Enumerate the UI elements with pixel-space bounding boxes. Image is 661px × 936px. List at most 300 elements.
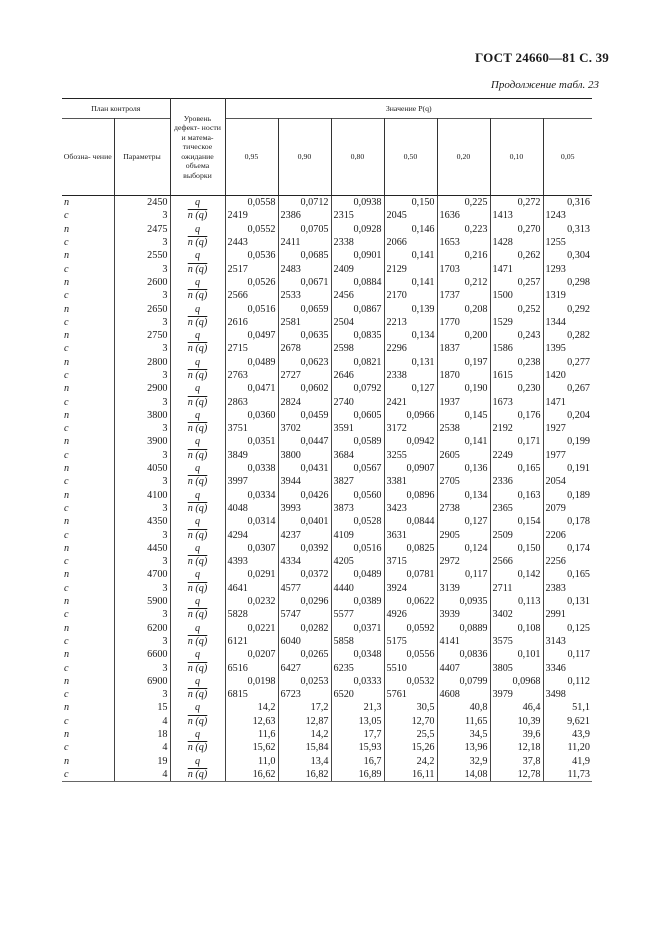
designation-cell: n	[62, 648, 114, 661]
level-cell	[170, 555, 225, 568]
value-cell: 13,05	[331, 715, 384, 728]
table-row	[62, 329, 592, 342]
designation-header: Обозна- чение	[62, 119, 114, 196]
value-cell: 3873	[331, 502, 384, 515]
value-cell: 2383	[543, 582, 592, 595]
level-symbol: n (q)	[187, 263, 208, 275]
level-cell	[170, 475, 225, 488]
level-cell	[170, 302, 225, 315]
designation-cell: c	[62, 342, 114, 355]
value-cell: 0,0392	[278, 542, 331, 555]
parameter-cell: 4050	[114, 462, 170, 475]
value-cell: 15,84	[278, 741, 331, 754]
table-row	[62, 542, 592, 555]
level-symbol: n (q)	[187, 635, 208, 647]
value-cell: 0,131	[384, 356, 437, 369]
table-row	[62, 528, 592, 541]
parameter-cell: 2475	[114, 223, 170, 236]
value-header: Значение P(q)	[225, 99, 592, 119]
value-cell: 17,7	[331, 728, 384, 741]
value-cell: 0,0471	[225, 382, 278, 395]
parameter-cell: 3	[114, 635, 170, 648]
designation-cell: n	[62, 329, 114, 342]
value-cell: 0,0712	[278, 196, 331, 210]
value-cell: 0,178	[543, 515, 592, 528]
value-cell: 14,2	[225, 701, 278, 714]
designation-cell: c	[62, 369, 114, 382]
value-cell: 2972	[437, 555, 490, 568]
value-cell: 12,18	[490, 741, 543, 754]
value-cell: 0,171	[490, 435, 543, 448]
value-cell: 1673	[490, 395, 543, 408]
value-cell: 2705	[437, 475, 490, 488]
value-cell: 0,197	[437, 356, 490, 369]
value-cell: 1636	[437, 209, 490, 222]
value-cell: 0,0560	[331, 489, 384, 502]
value-cell: 0,270	[490, 223, 543, 236]
value-cell: 0,0314	[225, 515, 278, 528]
value-cell: 9,621	[543, 715, 592, 728]
value-cell: 2192	[490, 422, 543, 435]
value-cell: 0,223	[437, 223, 490, 236]
value-cell: 2249	[490, 449, 543, 462]
level-symbol: n (q)	[187, 556, 208, 568]
level-cell	[170, 329, 225, 342]
table-row	[62, 768, 592, 782]
parameter-cell: 2650	[114, 302, 170, 315]
level-symbol: q	[194, 755, 201, 767]
level-symbol: n (q)	[187, 449, 208, 461]
value-cell: 2296	[384, 342, 437, 355]
value-cell: 2079	[543, 502, 592, 515]
parameter-cell: 18	[114, 728, 170, 741]
value-cell: 16,62	[225, 768, 278, 782]
value-cell: 0,117	[437, 568, 490, 581]
level-cell	[170, 715, 225, 728]
value-cell: 3979	[490, 688, 543, 701]
designation-cell: n	[62, 249, 114, 262]
value-cell: 12,63	[225, 715, 278, 728]
table-row	[62, 675, 592, 688]
value-cell: 11,6	[225, 728, 278, 741]
designation-cell: n	[62, 223, 114, 236]
value-cell: 0,200	[437, 329, 490, 342]
value-cell: 0,262	[490, 249, 543, 262]
value-cell: 0,243	[490, 329, 543, 342]
value-cell: 11,0	[225, 754, 278, 767]
level-cell	[170, 502, 225, 515]
parameter-cell: 3	[114, 236, 170, 249]
value-cell: 2170	[384, 289, 437, 302]
value-cell: 2411	[278, 236, 331, 249]
level-cell	[170, 209, 225, 222]
designation-cell: n	[62, 568, 114, 581]
value-cell: 2443	[225, 236, 278, 249]
value-cell: 2678	[278, 342, 331, 355]
value-cell: 4440	[331, 582, 384, 595]
designation-cell: c	[62, 555, 114, 568]
parameter-cell: 3	[114, 555, 170, 568]
parameter-cell: 3	[114, 688, 170, 701]
parameter-cell: 3	[114, 422, 170, 435]
table-row	[62, 582, 592, 595]
value-cell: 0,0307	[225, 542, 278, 555]
value-cell: 4141	[437, 635, 490, 648]
value-cell: 5747	[278, 608, 331, 621]
value-cell: 3924	[384, 582, 437, 595]
level-symbol: n (q)	[187, 210, 208, 222]
value-cell: 2419	[225, 209, 278, 222]
value-cell: 0,0221	[225, 622, 278, 635]
data-table	[62, 98, 592, 782]
parameter-cell: 3	[114, 209, 170, 222]
level-cell	[170, 675, 225, 688]
level-symbol: n (q)	[187, 423, 208, 435]
parameter-cell: 6900	[114, 675, 170, 688]
level-cell	[170, 196, 225, 210]
value-cell: 4608	[437, 688, 490, 701]
value-cell: 0,134	[384, 329, 437, 342]
value-cell: 0,0282	[278, 622, 331, 635]
level-cell	[170, 382, 225, 395]
value-cell: 0,142	[490, 568, 543, 581]
value-cell: 12,87	[278, 715, 331, 728]
parameter-cell: 3	[114, 608, 170, 621]
parameter-cell: 4700	[114, 568, 170, 581]
value-cell: 0,238	[490, 356, 543, 369]
value-cell: 0,189	[543, 489, 592, 502]
designation-cell: n	[62, 622, 114, 635]
value-cell: 2581	[278, 316, 331, 329]
prob-header: 0,05	[543, 119, 592, 196]
value-cell: 3255	[384, 449, 437, 462]
table-row	[62, 422, 592, 435]
value-cell: 1293	[543, 262, 592, 275]
table-row	[62, 648, 592, 661]
value-cell: 0,176	[490, 409, 543, 422]
value-cell: 2905	[437, 528, 490, 541]
value-cell: 0,313	[543, 223, 592, 236]
value-cell: 0,0589	[331, 435, 384, 448]
level-symbol: q	[194, 622, 201, 634]
value-cell: 0,0825	[384, 542, 437, 555]
value-cell: 0,108	[490, 622, 543, 635]
value-cell: 2740	[331, 395, 384, 408]
level-cell	[170, 316, 225, 329]
designation-cell: n	[62, 728, 114, 741]
designation-cell: c	[62, 661, 114, 674]
value-cell: 5175	[384, 635, 437, 648]
value-cell: 0,0942	[384, 435, 437, 448]
value-cell: 11,20	[543, 741, 592, 754]
value-cell: 2206	[543, 528, 592, 541]
value-cell: 3827	[331, 475, 384, 488]
value-cell: 1319	[543, 289, 592, 302]
value-cell: 1255	[543, 236, 592, 249]
value-cell: 40,8	[437, 701, 490, 714]
value-cell: 3939	[437, 608, 490, 621]
parameter-cell: 3	[114, 528, 170, 541]
parameter-cell: 2550	[114, 249, 170, 262]
value-cell: 0,0532	[384, 675, 437, 688]
value-cell: 3402	[490, 608, 543, 621]
value-cell: 1977	[543, 449, 592, 462]
value-cell: 0,141	[437, 435, 490, 448]
value-cell: 0,0291	[225, 568, 278, 581]
level-cell	[170, 582, 225, 595]
value-cell: 2315	[331, 209, 384, 222]
value-cell: 2538	[437, 422, 490, 435]
value-cell: 0,150	[490, 542, 543, 555]
designation-cell: n	[62, 701, 114, 714]
value-cell: 0,174	[543, 542, 592, 555]
table-continuation-caption: Продолжение табл. 23	[490, 79, 599, 91]
value-cell: 0,0401	[278, 515, 331, 528]
value-cell: 0,0207	[225, 648, 278, 661]
level-cell	[170, 595, 225, 608]
designation-cell: c	[62, 236, 114, 249]
table-row	[62, 701, 592, 714]
value-cell: 6427	[278, 661, 331, 674]
value-cell: 0,0592	[384, 622, 437, 635]
value-cell: 0,124	[437, 542, 490, 555]
value-cell: 3631	[384, 528, 437, 541]
level-cell	[170, 289, 225, 302]
parameter-cell: 15	[114, 701, 170, 714]
level-symbol: q	[194, 303, 201, 315]
value-cell: 0,190	[437, 382, 490, 395]
value-cell: 3381	[384, 475, 437, 488]
designation-cell: n	[62, 435, 114, 448]
table-row	[62, 462, 592, 475]
value-cell: 0,0459	[278, 409, 331, 422]
level-cell	[170, 276, 225, 289]
prob-header: 0,50	[384, 119, 437, 196]
value-cell: 4334	[278, 555, 331, 568]
level-symbol: q	[194, 542, 201, 554]
level-cell	[170, 236, 225, 249]
value-cell: 0,0844	[384, 515, 437, 528]
parameter-cell: 2600	[114, 276, 170, 289]
value-cell: 0,101	[490, 648, 543, 661]
value-cell: 1471	[543, 395, 592, 408]
value-cell: 3172	[384, 422, 437, 435]
value-cell: 6235	[331, 661, 384, 674]
designation-cell: n	[62, 754, 114, 767]
value-cell: 2566	[225, 289, 278, 302]
value-cell: 0,0389	[331, 595, 384, 608]
level-cell	[170, 768, 225, 782]
page-header: ГОСТ 24660—81 С. 39	[475, 50, 609, 65]
level-symbol: q	[194, 489, 201, 501]
value-cell: 0,154	[490, 515, 543, 528]
value-cell: 2365	[490, 502, 543, 515]
table-row	[62, 515, 592, 528]
value-cell: 1770	[437, 316, 490, 329]
parameter-cell: 3	[114, 289, 170, 302]
parameter-cell: 2750	[114, 329, 170, 342]
value-cell: 1243	[543, 209, 592, 222]
value-cell: 4237	[278, 528, 331, 541]
value-cell: 0,117	[543, 648, 592, 661]
value-cell: 3139	[437, 582, 490, 595]
value-cell: 5761	[384, 688, 437, 701]
value-cell: 3346	[543, 661, 592, 674]
value-cell: 34,5	[437, 728, 490, 741]
value-cell: 3498	[543, 688, 592, 701]
value-cell: 2738	[437, 502, 490, 515]
value-cell: 0,0907	[384, 462, 437, 475]
level-symbol: n (q)	[187, 609, 208, 621]
table-row	[62, 728, 592, 741]
level-cell	[170, 528, 225, 541]
table-row	[62, 223, 592, 236]
table-row	[62, 489, 592, 502]
parameter-cell: 3	[114, 502, 170, 515]
designation-cell: c	[62, 502, 114, 515]
value-cell: 0,257	[490, 276, 543, 289]
value-cell: 0,0867	[331, 302, 384, 315]
level-cell	[170, 648, 225, 661]
value-cell: 0,0884	[331, 276, 384, 289]
value-cell: 1529	[490, 316, 543, 329]
value-cell: 0,0781	[384, 568, 437, 581]
value-cell: 0,0431	[278, 462, 331, 475]
designation-cell: c	[62, 582, 114, 595]
value-cell: 0,0792	[331, 382, 384, 395]
value-cell: 0,0360	[225, 409, 278, 422]
value-cell: 2715	[225, 342, 278, 355]
table-row	[62, 608, 592, 621]
value-cell: 0,0528	[331, 515, 384, 528]
value-cell: 0,125	[543, 622, 592, 635]
level-symbol: n (q)	[187, 237, 208, 249]
plan-header: План контроля	[62, 99, 170, 119]
value-cell: 3997	[225, 475, 278, 488]
parameter-cell: 4450	[114, 542, 170, 555]
value-cell: 0,252	[490, 302, 543, 315]
value-cell: 0,127	[437, 515, 490, 528]
parameter-cell: 3800	[114, 409, 170, 422]
table-row	[62, 276, 592, 289]
level-cell	[170, 395, 225, 408]
level-symbol: n (q)	[187, 343, 208, 355]
designation-cell: n	[62, 302, 114, 315]
value-cell: 2598	[331, 342, 384, 355]
value-cell: 1937	[437, 395, 490, 408]
value-cell: 4205	[331, 555, 384, 568]
value-cell: 6723	[278, 688, 331, 701]
value-cell: 12,70	[384, 715, 437, 728]
value-cell: 2566	[490, 555, 543, 568]
value-cell: 3715	[384, 555, 437, 568]
value-cell: 0,216	[437, 249, 490, 262]
value-cell: 2483	[278, 262, 331, 275]
designation-cell: c	[62, 528, 114, 541]
value-cell: 0,0556	[384, 648, 437, 661]
value-cell: 0,0447	[278, 435, 331, 448]
table-row	[62, 475, 592, 488]
value-cell: 2727	[278, 369, 331, 382]
table-row	[62, 435, 592, 448]
value-cell: 0,0901	[331, 249, 384, 262]
value-cell: 46,4	[490, 701, 543, 714]
parameter-cell: 4	[114, 715, 170, 728]
value-cell: 2616	[225, 316, 278, 329]
value-cell: 4641	[225, 582, 278, 595]
level-symbol: n (q)	[187, 316, 208, 328]
level-symbol: q	[194, 649, 201, 661]
value-cell: 3143	[543, 635, 592, 648]
value-cell: 1586	[490, 342, 543, 355]
level-symbol: q	[194, 569, 201, 581]
parameter-cell: 3	[114, 316, 170, 329]
value-cell: 0,131	[543, 595, 592, 608]
table-body	[62, 196, 592, 782]
value-cell: 1395	[543, 342, 592, 355]
parameter-cell: 3	[114, 262, 170, 275]
designation-cell: c	[62, 608, 114, 621]
designation-cell: c	[62, 768, 114, 782]
level-symbol: n (q)	[187, 689, 208, 701]
value-cell: 0,204	[543, 409, 592, 422]
value-cell: 10,39	[490, 715, 543, 728]
value-cell: 21,3	[331, 701, 384, 714]
value-cell: 51,1	[543, 701, 592, 714]
parameter-cell: 4100	[114, 489, 170, 502]
value-cell: 0,134	[437, 489, 490, 502]
value-cell: 2646	[331, 369, 384, 382]
value-cell: 4109	[331, 528, 384, 541]
value-cell: 2213	[384, 316, 437, 329]
value-cell: 0,199	[543, 435, 592, 448]
value-cell: 1500	[490, 289, 543, 302]
designation-cell: n	[62, 489, 114, 502]
level-symbol: q	[194, 276, 201, 288]
table-row	[62, 369, 592, 382]
designation-cell: c	[62, 289, 114, 302]
value-cell: 0,0371	[331, 622, 384, 635]
value-cell: 17,2	[278, 701, 331, 714]
level-symbol: q	[194, 409, 201, 421]
value-cell: 0,0558	[225, 196, 278, 210]
prob-header: 0,10	[490, 119, 543, 196]
value-cell: 4926	[384, 608, 437, 621]
value-cell: 0,0516	[225, 302, 278, 315]
table-row	[62, 502, 592, 515]
level-cell	[170, 489, 225, 502]
table-row	[62, 715, 592, 728]
value-cell: 16,11	[384, 768, 437, 782]
value-cell: 0,0296	[278, 595, 331, 608]
value-cell: 0,0938	[331, 196, 384, 210]
parameter-cell: 4350	[114, 515, 170, 528]
designation-cell: c	[62, 741, 114, 754]
level-symbol: n (q)	[187, 396, 208, 408]
value-cell: 37,8	[490, 754, 543, 767]
value-cell: 2066	[384, 236, 437, 249]
value-cell: 30,5	[384, 701, 437, 714]
value-cell: 0,165	[490, 462, 543, 475]
value-cell: 43,9	[543, 728, 592, 741]
level-symbol: q	[194, 729, 201, 741]
level-cell	[170, 369, 225, 382]
value-cell: 1471	[490, 262, 543, 275]
value-cell: 2045	[384, 209, 437, 222]
level-cell	[170, 262, 225, 275]
value-cell: 0,0671	[278, 276, 331, 289]
level-symbol: n (q)	[187, 582, 208, 594]
